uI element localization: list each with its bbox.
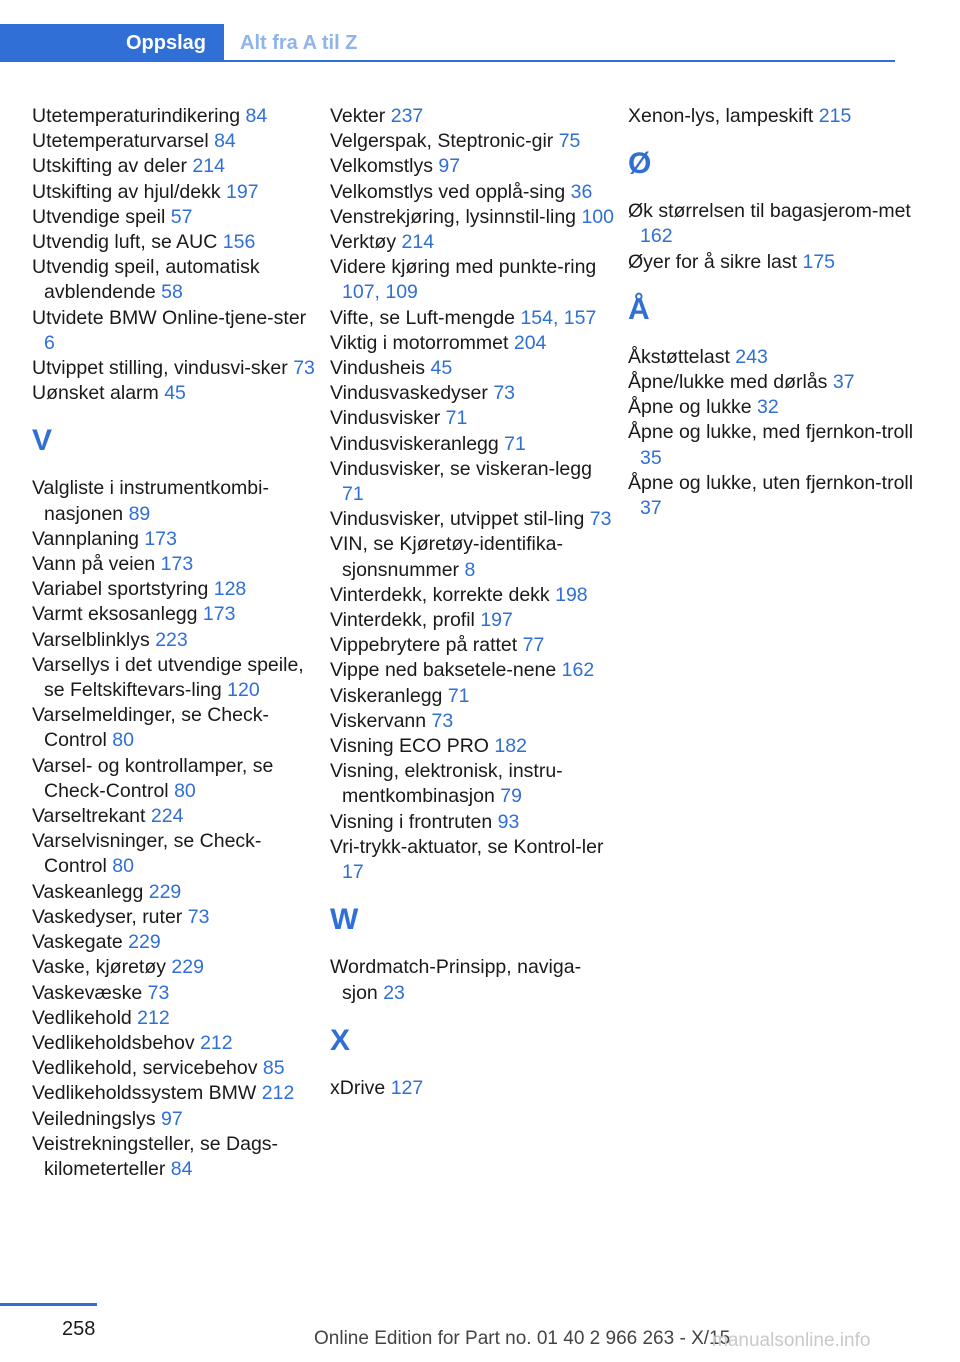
entry-page-link[interactable]: 173 xyxy=(144,527,177,550)
entry-term: Utetemperaturvarsel xyxy=(32,130,209,153)
index-entry xyxy=(32,205,318,230)
index-entry xyxy=(32,527,318,552)
entry-term: Verktøy xyxy=(330,231,397,254)
entry-page-link[interactable]: 79 xyxy=(500,785,522,808)
entry-page-link[interactable]: 84 xyxy=(245,105,268,127)
entry-page-link[interactable]: 182 xyxy=(494,735,527,758)
tab-alt-fra-a-til-z[interactable]: Alt fra A til Z xyxy=(240,31,358,54)
entry-page-link[interactable]: 6 xyxy=(44,331,55,354)
entry-page-link[interactable]: 45 xyxy=(430,357,453,380)
entry-term: Åpne/lukke med dørlås xyxy=(628,371,828,394)
index-entry xyxy=(330,306,616,331)
entry-term: Vaskevæske xyxy=(32,981,143,1004)
index-entry xyxy=(32,905,318,930)
entry-page-link[interactable]: 71 xyxy=(504,432,526,455)
entry-page-link[interactable]: 229 xyxy=(148,880,182,903)
entry-page-link[interactable]: 162 xyxy=(561,659,595,682)
entry-page-link[interactable]: 73 xyxy=(431,709,454,732)
entry-page-link[interactable]: 17 xyxy=(342,861,364,884)
entry-page-link[interactable]: 162 xyxy=(640,225,673,248)
entry-page-link[interactable]: 80 xyxy=(112,855,134,878)
entry-page-link[interactable]: 73 xyxy=(187,905,210,928)
entry-page-link[interactable]: 198 xyxy=(555,583,588,606)
index-entry xyxy=(628,250,914,275)
index-entry xyxy=(32,703,318,753)
index-entry xyxy=(628,345,914,370)
entry-page-link[interactable]: 120 xyxy=(227,679,260,702)
section-letter: X xyxy=(330,1023,351,1057)
index-entry xyxy=(628,104,914,129)
section-letter: Å xyxy=(628,292,650,326)
entry-term: Vindusvisker, utvippet stil-ling xyxy=(330,508,585,531)
entry-page-link[interactable]: 84 xyxy=(214,130,236,153)
index-entry xyxy=(330,955,616,1005)
entry-term: Videre kjøring med punkte-ring xyxy=(330,256,597,279)
entry-page-link[interactable]: 214 xyxy=(401,231,435,254)
entry-term: Vindusviskeranlegg xyxy=(330,432,499,455)
entry-term: Vaskeanlegg xyxy=(32,880,144,903)
index-entry xyxy=(32,1081,318,1106)
index-entry xyxy=(32,955,318,980)
entry-page-link[interactable]: 45 xyxy=(164,382,186,405)
index-entry xyxy=(330,608,616,633)
index-entry xyxy=(32,829,318,879)
entry-page-link[interactable]: 73 xyxy=(293,357,315,380)
index-entry xyxy=(32,230,318,255)
entry-page-link[interactable]: 223 xyxy=(155,628,188,651)
entry-term: xDrive xyxy=(330,1076,386,1099)
entry-term: Velkomstlys xyxy=(330,155,433,178)
entry-term: Wordmatch-Prinsipp, naviga-sjon xyxy=(330,956,582,1004)
index-entry xyxy=(32,880,318,905)
tab-oppslag[interactable]: Oppslag xyxy=(0,24,224,62)
header-tab-bar xyxy=(0,24,895,62)
entry-page-link[interactable]: 37 xyxy=(640,497,662,520)
entry-page-link[interactable]: 229 xyxy=(128,931,161,954)
entry-page-link[interactable]: 35 xyxy=(640,446,662,469)
entry-term: Varsellys i det utvendige speile, se Feltskiftevars-ling xyxy=(32,653,304,702)
entry-term: Varsel- og kontrollamper, se Check-Control xyxy=(32,754,274,802)
index-entry xyxy=(330,835,616,885)
entry-term: Vifte, se Luft-mengde xyxy=(330,306,516,329)
index-entry xyxy=(32,602,318,627)
entry-page-link[interactable]: 212 xyxy=(200,1031,233,1054)
index-column-1 xyxy=(32,104,318,1182)
entry-term: Øk størrelsen til bagasjerom-met xyxy=(628,200,911,223)
entry-term: Utskifting av hjul/dekk xyxy=(32,180,221,203)
edition-note: Online Edition for Part no. 01 40 2 966 263 - X/15 xyxy=(314,1328,731,1349)
entry-term: Venstrekjøring, lysinnstil-ling xyxy=(330,205,577,228)
index-entry xyxy=(330,180,616,205)
entry-page-link[interactable]: 156 xyxy=(222,231,256,254)
index-entry xyxy=(330,255,616,305)
entry-page-link[interactable]: 243 xyxy=(735,345,768,368)
index-entry xyxy=(330,1076,616,1101)
index-entry xyxy=(628,370,914,395)
entry-term: Utvippet stilling, vindusvi-sker xyxy=(32,357,288,380)
entry-page-link[interactable]: 97 xyxy=(161,1107,183,1130)
entry-page-link[interactable]: 229 xyxy=(171,956,204,979)
entry-term: Valgliste i instrumentkombi-nasjonen xyxy=(32,477,269,525)
index-entry xyxy=(330,205,616,230)
entry-term: Vindusvisker, se viskeran-legg xyxy=(330,457,592,480)
entry-page-link[interactable]: 36 xyxy=(570,180,593,203)
entry-term: Åpne og lukke, uten fjernkon-troll xyxy=(628,471,914,494)
entry-page-link[interactable]: 71 xyxy=(342,483,364,506)
index-entry xyxy=(32,104,318,129)
entry-page-link[interactable]: 57 xyxy=(170,205,193,228)
index-entry xyxy=(32,1006,318,1031)
entry-page-link[interactable]: 127 xyxy=(390,1076,424,1099)
entry-term: Visning i frontruten xyxy=(330,810,493,833)
index-entry xyxy=(330,633,616,658)
entry-page-link[interactable]: 212 xyxy=(137,1006,170,1029)
entry-page-link[interactable]: 23 xyxy=(383,981,405,1004)
entry-page-link[interactable]: 71 xyxy=(447,684,470,707)
index-entry xyxy=(628,420,914,470)
footer-rule xyxy=(0,1303,97,1306)
entry-page-link[interactable]: 8 xyxy=(464,558,476,581)
index-entry xyxy=(32,653,318,703)
entry-page-link[interactable]: 37 xyxy=(832,371,855,394)
index-entry xyxy=(330,684,616,709)
index-entry xyxy=(330,230,616,255)
index-entry xyxy=(330,406,616,431)
index-column-3 xyxy=(628,104,914,521)
entry-term: Vedlikehold xyxy=(32,1006,132,1029)
entry-term: Vekter xyxy=(330,105,386,127)
entry-term: Vann på veien xyxy=(32,553,156,576)
entry-page-link[interactable]: 97 xyxy=(438,155,461,178)
index-entry xyxy=(330,507,616,532)
index-entry xyxy=(628,395,914,420)
index-entry xyxy=(32,981,318,1006)
index-entry xyxy=(330,457,616,507)
entry-term: Utvendig luft, se AUC xyxy=(32,231,218,254)
entry-page-link[interactable]: 85 xyxy=(262,1057,285,1080)
watermark: manualsonline.info xyxy=(712,1330,871,1351)
entry-term: Variabel sportstyring xyxy=(32,578,209,601)
index-entry xyxy=(330,381,616,406)
entry-page-link[interactable]: 204 xyxy=(513,331,547,354)
entry-term: Vippebrytere på rattet xyxy=(330,634,518,657)
entry-page-link[interactable]: 100 xyxy=(581,205,614,228)
entry-term: Åpne og lukke, med fjernkon-troll xyxy=(628,421,914,444)
entry-term: Viskeranlegg xyxy=(330,684,443,707)
entry-term: Vippe ned baksetele-nene xyxy=(330,659,557,682)
index-column-2 xyxy=(330,104,616,1101)
entry-page-link[interactable]: 197 xyxy=(226,180,259,203)
entry-page-link[interactable]: 224 xyxy=(150,805,184,828)
entry-term: Velgerspak, Steptronic-gir xyxy=(330,130,554,153)
entry-term: Vaskegate xyxy=(32,931,123,954)
entry-term: Vedlikeholdssystem BMW xyxy=(32,1082,257,1105)
entry-term: Vedlikeholdsbehov xyxy=(32,1031,195,1054)
entry-page-link[interactable]: 75 xyxy=(558,130,581,153)
index-entry xyxy=(32,1056,318,1081)
index-entry xyxy=(330,129,616,154)
index-entry xyxy=(32,129,318,154)
entry-term: Vindusvisker xyxy=(330,407,441,430)
entry-page-link[interactable]: 107, 109 xyxy=(342,281,418,304)
entry-page-link[interactable]: 73 xyxy=(147,981,170,1004)
index-entry xyxy=(330,532,616,582)
entry-page-link[interactable]: 93 xyxy=(497,810,520,833)
entry-term: Visning ECO PRO xyxy=(330,735,489,758)
index-entry xyxy=(330,432,616,457)
section-letter: Ø xyxy=(628,147,652,181)
entry-term: Vinterdekk, korrekte dekk xyxy=(330,583,550,606)
entry-term: Utvidete BMW Online-tjene-ster xyxy=(32,306,307,329)
entry-page-link[interactable]: 212 xyxy=(261,1082,295,1105)
entry-page-link[interactable]: 58 xyxy=(161,281,183,304)
entry-page-link[interactable]: 128 xyxy=(213,578,247,601)
entry-term: Vedlikehold, servicebehov xyxy=(32,1057,258,1080)
entry-page-link[interactable]: 32 xyxy=(757,396,779,419)
entry-page-link[interactable]: 71 xyxy=(445,407,468,430)
index-entry xyxy=(628,471,914,521)
entry-term: Varselblinklys xyxy=(32,628,150,651)
index-entry xyxy=(32,306,318,356)
index-entry xyxy=(330,810,616,835)
entry-page-link[interactable]: 80 xyxy=(174,779,196,802)
index-entry xyxy=(32,255,318,305)
entry-term: Uønsket alarm xyxy=(32,382,159,405)
index-entry xyxy=(330,104,616,129)
index-entry xyxy=(330,154,616,179)
index-entry xyxy=(32,381,318,406)
entry-term: Utvendige speil xyxy=(32,205,166,228)
entry-page-link[interactable]: 237 xyxy=(390,105,424,127)
index-entry xyxy=(330,709,616,734)
index-entry xyxy=(330,331,616,356)
index-entry xyxy=(628,199,914,249)
index-entry xyxy=(32,628,318,653)
entry-term: Viskervann xyxy=(330,709,427,732)
entry-term: Visning, elektronisk, instru-mentkombinasjon xyxy=(330,760,563,808)
index-entry xyxy=(32,154,318,179)
entry-term: Xenon-lys, lampeskift xyxy=(628,105,814,127)
entry-term: Vindusheis xyxy=(330,357,426,380)
index-entry xyxy=(330,583,616,608)
index-entry xyxy=(32,1031,318,1056)
entry-page-link[interactable]: 173 xyxy=(202,603,236,626)
entry-term: VIN, se Kjøretøy-identifika-sjonsnummer xyxy=(330,533,563,581)
entry-page-link[interactable]: 154, 157 xyxy=(520,306,597,329)
index-entry xyxy=(32,552,318,577)
index-entry xyxy=(32,930,318,955)
index-entry xyxy=(32,476,318,526)
entry-term: Varselmeldinger, se Check-Control xyxy=(32,704,269,752)
entry-page-link[interactable]: 175 xyxy=(802,250,836,273)
entry-page-link[interactable]: 215 xyxy=(818,105,852,127)
entry-term: Veiledningslys xyxy=(32,1107,156,1130)
entry-page-link[interactable]: 73 xyxy=(493,382,516,405)
index-entry xyxy=(330,658,616,683)
index-entry xyxy=(330,759,616,809)
entry-page-link[interactable]: 214 xyxy=(192,155,225,178)
entry-term: Utvendig speil, automatisk avblendende xyxy=(32,256,260,304)
index-entry xyxy=(32,804,318,829)
entry-term: Varmt eksosanlegg xyxy=(32,603,198,626)
entry-page-link[interactable]: 89 xyxy=(128,502,151,525)
section-letter: W xyxy=(330,903,359,937)
entry-term: Utetemperaturindikering xyxy=(32,105,241,127)
entry-page-link[interactable]: 84 xyxy=(170,1157,193,1180)
entry-term: Viktig i motorrommet xyxy=(330,331,509,354)
index-entry xyxy=(32,1107,318,1132)
entry-term: Vaske, kjøretøy xyxy=(32,956,166,979)
entry-page-link[interactable]: 80 xyxy=(112,729,134,752)
entry-page-link[interactable]: 77 xyxy=(522,634,545,657)
index-entry xyxy=(32,577,318,602)
entry-page-link[interactable]: 73 xyxy=(589,508,612,531)
entry-term: Vinterdekk, profil xyxy=(330,609,475,632)
section-letter: V xyxy=(32,424,53,458)
entry-term: Varseltrekant xyxy=(32,805,146,828)
entry-term: Øyer for å sikre last xyxy=(628,250,798,273)
entry-term: Vri-trykk-aktuator, se Kontrol-ler xyxy=(330,835,604,858)
entry-page-link[interactable]: 173 xyxy=(160,553,194,576)
entry-term: Veistrekningsteller, se Dags-kilometerteller xyxy=(32,1132,279,1180)
index-entry xyxy=(32,356,318,381)
entry-term: Åpne og lukke xyxy=(628,396,752,419)
index-entry xyxy=(32,1132,318,1182)
entry-term: Velkomstlys ved opplå-sing xyxy=(330,180,566,203)
entry-term: Vaskedyser, ruter xyxy=(32,905,183,928)
entry-term: Åkstøttelast xyxy=(628,345,730,368)
index-entry xyxy=(330,734,616,759)
entry-term: Varselvisninger, se Check-Control xyxy=(32,830,262,878)
index-entry xyxy=(32,180,318,205)
entry-term: Vannplaning xyxy=(32,527,139,550)
entry-term: Utskifting av deler xyxy=(32,155,187,178)
page-number: 258 xyxy=(62,1318,96,1340)
index-entry xyxy=(330,356,616,381)
index-entry xyxy=(32,754,318,804)
entry-term: Vindusvaskedyser xyxy=(330,382,488,405)
entry-page-link[interactable]: 197 xyxy=(480,609,513,632)
